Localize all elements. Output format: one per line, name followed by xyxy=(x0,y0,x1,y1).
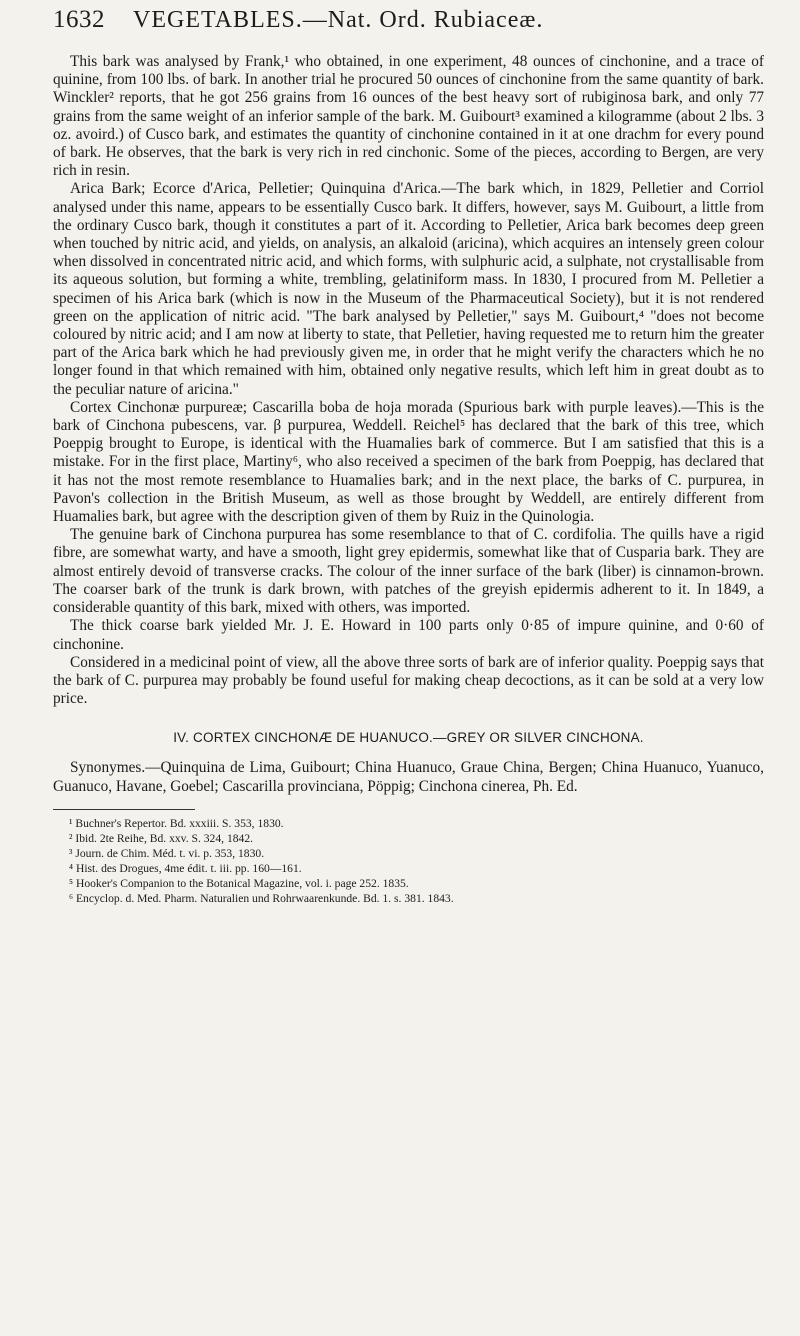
footnote: ¹ Buchner's Repertor. Bd. xxxiii. S. 353, 1830. xyxy=(69,816,284,830)
footnote: ² Ibid. 2te Reihe, Bd. xxv. S. 324, 1842. xyxy=(69,831,254,845)
paragraph-cortex-purpureae: Cortex Cinchonæ purpureæ; Cascarilla boba de hoja morada (Spurious bark with purple leaves).—This is the bark of Cinchona pubescens, var. β purpurea, Weddell. Reichel⁵ has declared that the bark of this tree, which Poeppig brought to Europe, is identical with the Huamalies bark of commerce. But I am satisfied that this is a mistake. For in the first place, Martiny⁶, who also received a specimen of the bark from Poeppig, has declared that it has not the most remote resemblance to Huamalies bark; and in the next place, the barks of C. purpurea, in Pavon's collection in the British Museum, as well as those brought by Weddell, are entirely different from Huamalies bark, but agree with the description given of them by Ruiz in the Quinologia. xyxy=(53,398,764,526)
paragraph-howard-yield: The thick coarse bark yielded Mr. J. E. Howard in 100 parts only 0·85 of impure quinine, and 0·60 of cinchonine. xyxy=(53,617,764,653)
footnote: ⁴ Hist. des Drogues, 4me édit. t. iii. pp. 160—161. xyxy=(69,861,302,875)
footnote: ⁵ Hooker's Companion to the Botanical Magazine, vol. i. page 252. 1835. xyxy=(69,876,409,890)
paragraph-arica-bark: Arica Bark; Ecorce d'Arica, Pelletier; Quinquina d'Arica.—The bark which, in 1829, Pelletier and Corriol analysed under this name, appears to be essentially Cusco bark. It differs, however, says M. Guibourt, a little from the ordinary Cusco bark, though it constitutes a part of it. According to Pelletier, Arica bark becomes deep green when touched by nitric acid, and yields, on analysis, an alkaloid (aricina), which acquires an intensely green colour when dissolved in concentrated nitric acid, and which forms, with sulphuric acid, a sulphate, not crystallisable from its aqueous solution, but forming a white, trembling, gelatiniform mass. In 1830, I procured from M. Pelletier a specimen of his Arica bark (which is now in the Museum of the Pharmaceutical Society), but it is not rendered green on the application of nitric acid. "The bark analysed by Pelletier," says M. Guibourt,⁴ "does not become coloured by nitric acid; and I am now at liberty to state, that Pelletier, having requested me to return him the greater part of the Arica bark which he had previously given me, in order that he might verify the characters which he no longer found in that which remained with him, obtained only negative results, which left him in great doubt as to the peculiar nature of aricina." xyxy=(53,180,764,398)
footnotes xyxy=(53,816,764,906)
section-heading: IV. CORTEX CINCHONÆ DE HUANUCO.—GREY OR SILVER CINCHONA. xyxy=(173,730,644,746)
footnote: ³ Journ. de Chim. Méd. t. vi. p. 353, 1830. xyxy=(69,846,265,860)
page-body xyxy=(53,53,764,708)
page-number: 1632 xyxy=(53,6,105,33)
paragraph-genuine-purpurea: The genuine bark of Cinchona purpurea has some resemblance to that of C. cordifolia. The quills have a rigid fibre, are somewhat warty, and have a smooth, light grey epidermis, somewhat like that of Cusparia bark. They are almost entirely devoid of transverse cracks. The colour of the inner surface of the bark (liber) is cinnamon-brown. The coarser bark of the trunk is dark brown, with patches of the greyish epidermis adherent to it. In 1849, a considerable quantity of this bark, mixed with others, was imported. xyxy=(53,526,764,617)
footnote: ⁶ Encyclop. d. Med. Pharm. Naturalien und Rohrwaarenkunde. Bd. 1. s. 381. 1843. xyxy=(69,891,454,905)
paragraph-cusco-analysis: This bark was analysed by Frank,¹ who obtained, in one experiment, 48 ounces of cinchonine, and a trace of quinine, from 100 lbs. of bark. In another trial he procured 50 ounces of cinchonine from the same quantity of bark. Winckler² reports, that he got 256 grains from 16 ounces of the best heavy sort of rubiginosa bark, and only 77 grains from the same weight of an inferior sample of the bark. M. Guibourt³ examined a kilogramme (about 2 lbs. 3 oz. avoird.) of Cusco bark, and estimates the quantity of cinchonine contained in it at one drachm for every pound of bark. He observes, that the bark is very rich in red cinchonic. Some of the pieces, according to Bergen, are very rich in resin. xyxy=(53,53,764,180)
running-title: VEGETABLES.—Nat. Ord. Rubiaceæ. xyxy=(133,7,544,33)
footnote-divider xyxy=(53,809,195,810)
synonymes-paragraph: Synonymes.—Quinquina de Lima, Guibourt; China Huanuco, Graue China, Bergen; China Huanuco, Yuanuco, Guanuco, Havane, Goebel; Cascarilla provinciana, Pöppig; Cinchona cinerea, Ph. Ed. xyxy=(53,759,764,795)
paragraph-medicinal-value: Considered in a medicinal point of view, all the above three sorts of bark are of inferior quality. Poeppig says that the bark of C. purpurea may probably be found useful for making cheap decoctions, as it can be sold at a very low price. xyxy=(53,653,764,708)
page-header xyxy=(53,0,764,48)
